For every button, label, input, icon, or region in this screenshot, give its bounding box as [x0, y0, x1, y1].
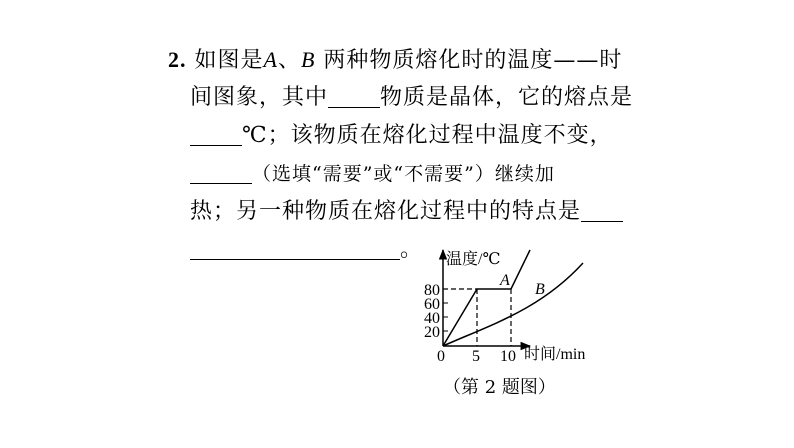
figure-caption: （第 2 题图）	[443, 377, 556, 398]
y-axis-label: 温度/℃	[446, 251, 501, 268]
y-tick-label: 40	[424, 310, 440, 327]
question-line-5: 热；另一种物质在熔化过程中的特点是	[168, 193, 608, 231]
x-tick-label: 10	[500, 348, 516, 365]
y-tick-label: 80	[424, 282, 440, 299]
x-tick-label: 5	[472, 348, 480, 365]
question-line-2: 间图象，其中 物质是晶体，它的熔点是	[190, 85, 634, 110]
question-number: 2.	[168, 47, 187, 72]
question-line-1: 2. 如图是A、B 两种物质熔化时的温度——时	[168, 47, 623, 73]
origin-label: 0	[437, 348, 445, 365]
question-line-4: （选填“需要”或“不需要”）继续加	[168, 155, 608, 193]
curve-b	[443, 263, 583, 346]
curve-b-label: B	[535, 281, 545, 298]
question-line-6: 。	[168, 231, 608, 269]
y-tick-label: 20	[424, 324, 440, 341]
x-axis-label: 时间/min	[524, 346, 586, 363]
y-tick-label: 60	[424, 296, 440, 313]
question-line-3: ℃；该物质在熔化过程中温度不变，	[168, 117, 608, 155]
curve-a-label: A	[500, 272, 510, 289]
